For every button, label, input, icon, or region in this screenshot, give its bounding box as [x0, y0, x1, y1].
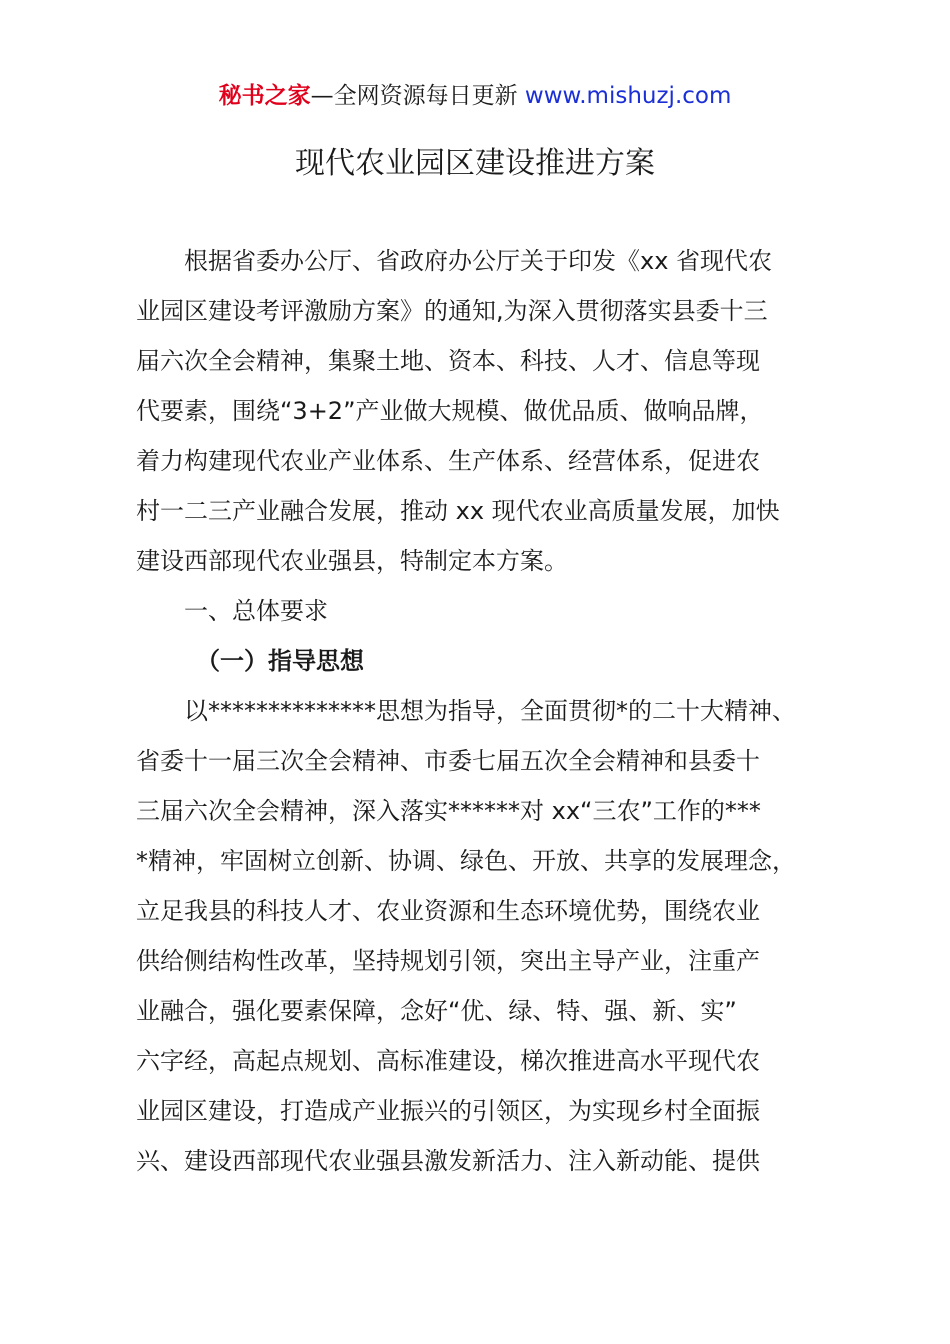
paragraph-line: 三届六次全会精神，深入落实******对 xx“三农”工作的*** — [136, 797, 761, 825]
paragraph-line: 业园区建设考评激励方案》的通知,为深入贯彻落实县委十三 — [136, 297, 768, 325]
paragraph-line: 着力构建现代农业产业体系、生产体系、经营体系，促进农 — [136, 447, 760, 475]
paragraph-line: *精神，牢固树立创新、协调、绿色、开放、共享的发展理念， — [136, 847, 796, 875]
paragraph-line: 省委十一届三次全会精神、市委七届五次全会精神和县委十 — [136, 747, 760, 775]
paragraph-line: 六字经，高起点规划、高标准建设，梯次推进高水平现代农 — [136, 1047, 760, 1075]
section-heading: 一、总体要求 — [184, 597, 328, 625]
subsection-heading: （一）指导思想 — [196, 647, 364, 675]
document-title: 现代农业园区建设推进方案 — [295, 146, 655, 181]
paragraph-line: 供给侧结构性改革，坚持规划引领，突出主导产业，注重产 — [136, 947, 760, 975]
paragraph-line: 业融合，强化要素保障，念好“优、绿、特、强、新、实” — [136, 997, 737, 1025]
paragraph-line: 代要素，围绕“3+2”产业做大规模、做优品质、做响品牌， — [136, 397, 764, 425]
paragraph-line: 以**************思想为指导，全面贯彻*的二十大精神、 — [184, 697, 796, 725]
brand-name: 秘书之家 — [218, 83, 311, 109]
paragraph-line: 兴、建设西部现代农业强县激发新活力、注入新动能、提供 — [136, 1147, 760, 1175]
document-body — [136, 236, 836, 1186]
site-url-link[interactable]: www.mishuzj.com — [524, 83, 732, 109]
site-header — [0, 80, 950, 112]
header-tagline: —全网资源每日更新 — [310, 83, 525, 109]
paragraph-line: 建设西部现代农业强县，特制定本方案。 — [136, 547, 568, 575]
paragraph-line: 业园区建设，打造成产业振兴的引领区，为实现乡村全面振 — [136, 1097, 760, 1125]
paragraph-line: 届六次全会精神，集聚土地、资本、科技、人才、信息等现 — [136, 347, 760, 375]
paragraph-line: 根据省委办公厅、省政府办公厅关于印发《xx 省现代农 — [184, 247, 773, 275]
paragraph-line: 村一二三产业融合发展，推动 xx 现代农业高质量发展，加快 — [136, 497, 780, 525]
paragraph-line: 立足我县的科技人才、农业资源和生态环境优势，围绕农业 — [136, 897, 760, 925]
